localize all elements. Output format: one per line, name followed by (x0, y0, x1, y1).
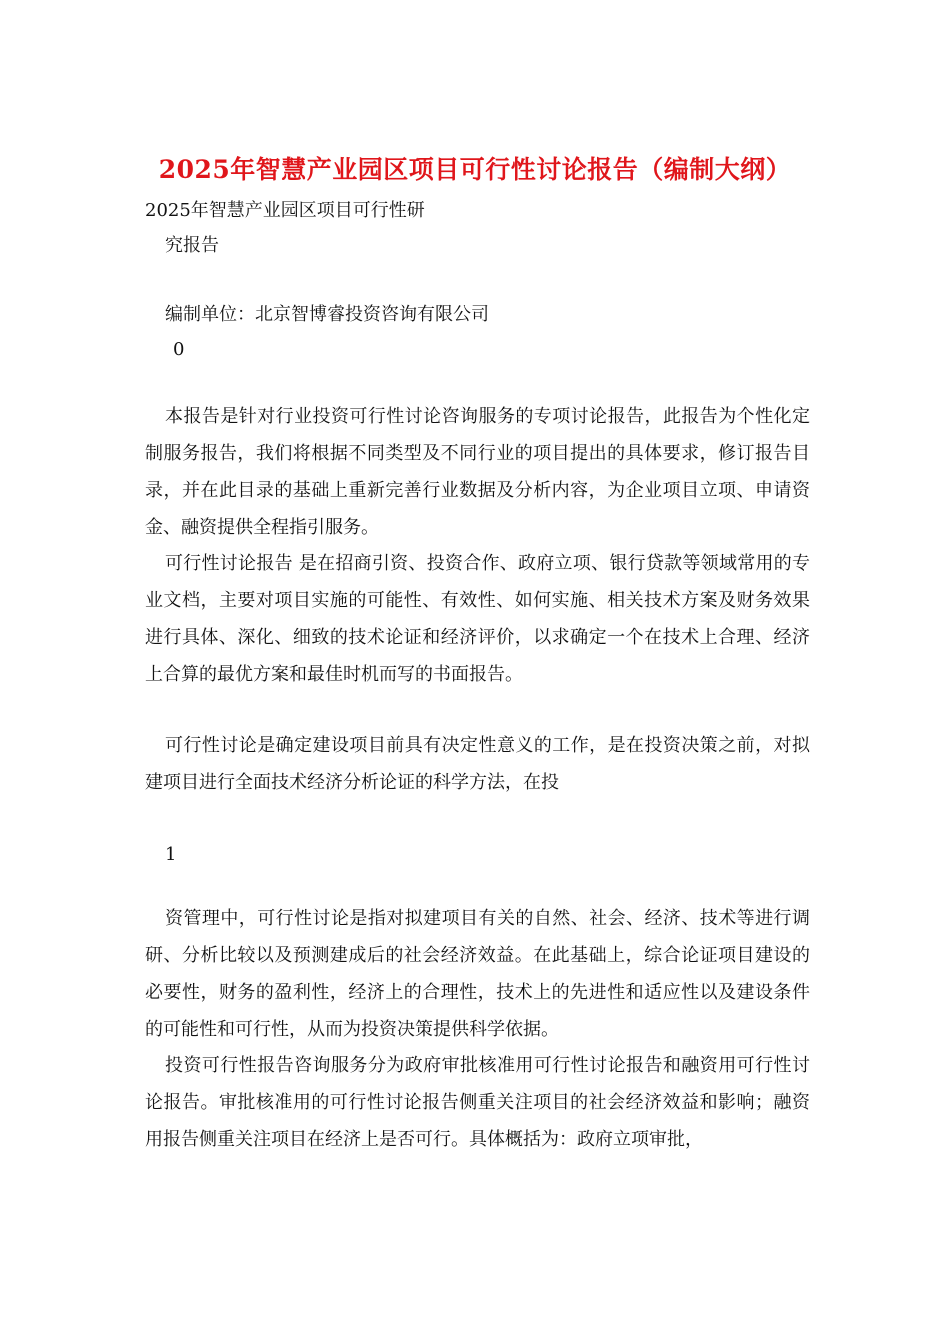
document-title: 2025年智慧产业园区项目可行性讨论报告（编制大纲） (158, 155, 792, 184)
paragraph-definition: 可行性讨论报告 是在招商引资、投资合作、政府立项、银行贷款等领域常用的专业文档，主要对项目实施的可能性、有效性、如何实施、相关技术方案及财务效果进行具体、深化、细致的技术论证和经济评价，以求确定一个在技术上合理、经济上合算的最优方案和最佳时机而写的书面报告。 (145, 553, 810, 685)
subtitle-line-1: 2025年智慧产业园区项目可行性研 (145, 200, 425, 221)
subtitle-line-2: 究报告 (165, 235, 219, 256)
page-number-0: 0 (173, 339, 185, 360)
paragraph-service-types: 投资可行性报告咨询服务分为政府审批核准用可行性讨论报告和融资用可行性讨论报告。审批核准用的可行性讨论报告侧重关注项目的社会经济效益和影响；融资用报告侧重关注项目在经济上是否可行。具体概括为：政府立项审批， (145, 1055, 810, 1150)
compiler-line: 编制单位：北京智博睿投资咨询有限公司 (165, 304, 489, 325)
page-number-1: 1 (165, 844, 177, 865)
paragraph-management: 资管理中，可行性讨论是指对拟建项目有关的自然、社会、经济、技术等进行调研、分析比较以及预测建成后的社会经济效益。在此基础上，综合论证项目建设的必要性，财务的盈利性，经济上的合理性，技术上的先进性和适应性以及建设条件的可能性和可行性，从而为投资决策提供科学依据。 (145, 908, 810, 1040)
paragraph-intro: 本报告是针对行业投资可行性讨论咨询服务的专项讨论报告，此报告为个性化定制服务报告，我们将根据不同类型及不同行业的项目提出的具体要求，修订报告目录，并在此目录的基础上重新完善行业数据及分析内容，为企业项目立项、申请资金、融资提供全程指引服务。 (145, 406, 810, 538)
paragraph-significance: 可行性讨论是确定建设项目前具有决定性意义的工作，是在投资决策之前，对拟建项目进行全面技术经济分析论证的科学方法，在投 (145, 735, 810, 793)
